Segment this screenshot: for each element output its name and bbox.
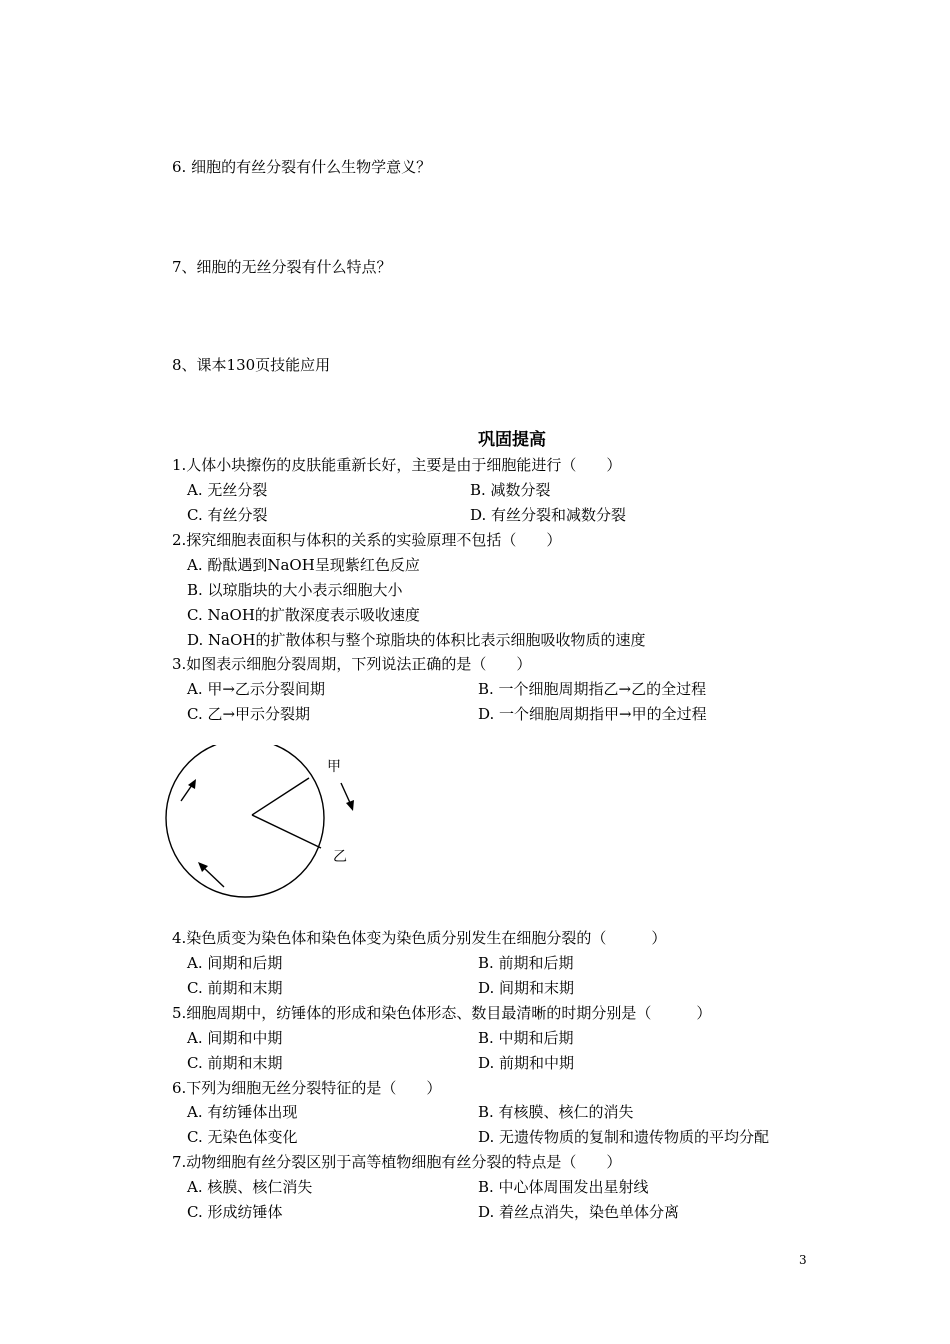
question-1-option-b: B. 减数分裂 bbox=[470, 481, 551, 499]
short-answer-q6: 6. 细胞的有丝分裂有什么生物学意义？ bbox=[172, 158, 432, 176]
question-7-option-d: D. 着丝点消失，染色单体分离 bbox=[478, 1203, 680, 1221]
question-3-stem: 3.如图表示细胞分裂周期，下列说法正确的是（ ） bbox=[172, 655, 532, 673]
question-6-option-b: B. 有核膜、核仁的消失 bbox=[478, 1103, 634, 1121]
question-3-option-a: A. 甲→乙示分裂间期 bbox=[187, 680, 325, 698]
question-4-option-c: C. 前期和末期 bbox=[187, 979, 283, 997]
question-5-option-c: C. 前期和末期 bbox=[187, 1054, 283, 1072]
question-1-option-d: D. 有丝分裂和减数分裂 bbox=[470, 506, 627, 524]
question-6-option-d: D. 无遗传物质的复制和遗传物质的平均分配 bbox=[478, 1128, 770, 1146]
question-2-option-a: A. 酚酞遇到NaOH呈现紫红色反应 bbox=[187, 556, 420, 574]
cell-cycle-circle bbox=[166, 745, 324, 897]
arrow-upper-left-icon bbox=[181, 779, 196, 801]
question-4-option-b: B. 前期和后期 bbox=[478, 954, 574, 972]
question-1-option-a: A. 无丝分裂 bbox=[187, 481, 268, 499]
radius-to-yi bbox=[252, 815, 321, 848]
question-2-option-c: C. NaOH的扩散深度表示吸收速度 bbox=[187, 606, 420, 624]
page-number: 3 bbox=[799, 1253, 807, 1267]
question-7-option-c: C. 形成纺锤体 bbox=[187, 1203, 283, 1221]
question-2-option-b: B. 以琼脂块的大小表示细胞大小 bbox=[187, 581, 403, 599]
question-6-option-c: C. 无染色体变化 bbox=[187, 1128, 298, 1146]
question-6-option-a: A. 有纺锤体出现 bbox=[187, 1103, 298, 1121]
label-yi: 乙 bbox=[333, 849, 347, 865]
cell-cycle-figure bbox=[150, 745, 380, 905]
question-1-option-c: C. 有丝分裂 bbox=[187, 506, 268, 524]
question-5-option-d: D. 前期和中期 bbox=[478, 1054, 575, 1072]
question-4-stem: 4.染色质变为染色体和染色体变为染色质分别发生在细胞分裂的（ ） bbox=[172, 929, 667, 947]
arrow-lower-left-icon bbox=[198, 862, 224, 887]
question-3-option-d: D. 一个细胞周期指甲→甲的全过程 bbox=[478, 705, 707, 723]
question-4-option-a: A. 间期和后期 bbox=[187, 954, 283, 972]
label-jia: 甲 bbox=[327, 759, 341, 775]
question-4-option-d: D. 间期和末期 bbox=[478, 979, 575, 997]
section-title: 巩固提高 bbox=[478, 430, 546, 450]
question-5-option-a: A. 间期和中期 bbox=[187, 1029, 283, 1047]
short-answer-q8: 8、课本130页技能应用 bbox=[172, 356, 331, 374]
question-5-option-b: B. 中期和后期 bbox=[478, 1029, 574, 1047]
question-2-option-d: D. NaOH的扩散体积与整个琼脂块的体积比表示细胞吸收物质的速度 bbox=[187, 631, 646, 649]
question-1-stem: 1.人体小块擦伤的皮肤能重新长好，主要是由于细胞能进行（ ） bbox=[172, 456, 622, 474]
question-5-stem: 5.细胞周期中，纺锤体的形成和染色体形态、数目最清晰的时期分别是（ ） bbox=[172, 1004, 712, 1022]
short-answer-q7: 7、细胞的无丝分裂有什么特点？ bbox=[172, 258, 392, 276]
question-7-stem: 7.动物细胞有丝分裂区别于高等植物细胞有丝分裂的特点是（ ） bbox=[172, 1153, 622, 1171]
arrow-outer-right-icon bbox=[341, 783, 354, 811]
question-2-stem: 2.探究细胞表面积与体积的关系的实验原理不包括（ ） bbox=[172, 531, 562, 549]
question-6-stem: 6.下列为细胞无丝分裂特征的是（ ） bbox=[172, 1079, 442, 1097]
question-3-option-b: B. 一个细胞周期指乙→乙的全过程 bbox=[478, 680, 707, 698]
question-7-option-a: A. 核膜、核仁消失 bbox=[187, 1178, 313, 1196]
radius-to-jia bbox=[252, 778, 309, 815]
question-3-option-c: C. 乙→甲示分裂期 bbox=[187, 705, 311, 723]
question-7-option-b: B. 中心体周围发出星射线 bbox=[478, 1178, 649, 1196]
